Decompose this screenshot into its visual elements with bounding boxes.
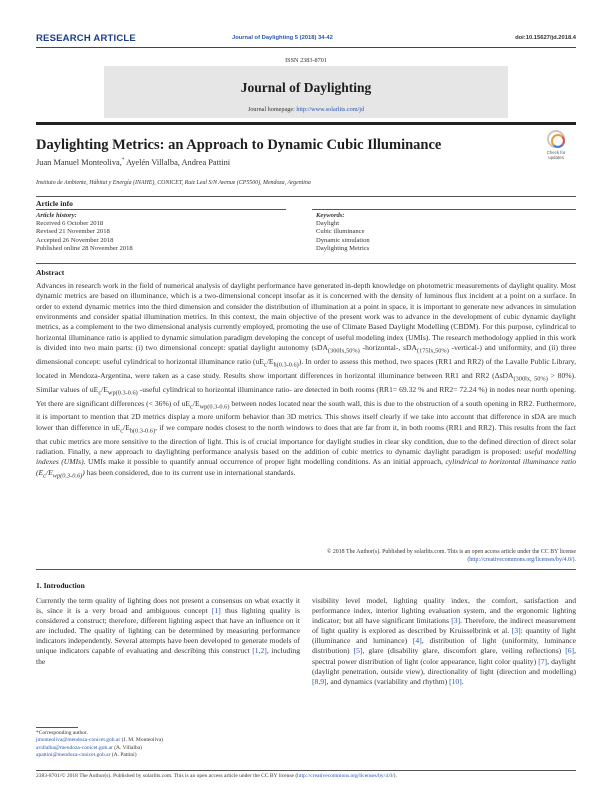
intro-right-column: visibility level model, lighting quality index, the comfort, satisfaction and performance index, interior lighting evaluation system, and the ergonomic lighting indicator; but all have significant limitations [3]. Therefore, the indirect measurement of light quality is explored as described by Kruisselbrink et al. [3]: quantity of light (illuminance and luminance) [4], distribution of light (uniformity, luminance distribution) [5], glare (disability glare, discomfort glare, veiling reflections) [6], spectral power distribution of light (color appearance, light color quality) [7], daylight (daylight penetration, outside view), directionality of light (direction and modelling) [8,9], and dynamics (variability and rhythm) [10].: [312, 596, 576, 686]
page-footer: 2383-8701/© 2018 The Author(s). Published by solarlits.com. This is an open access article under the CC BY license (http://creativecommons.org/licenses/by/4.0/).: [36, 773, 397, 779]
doi-link[interactable]: doi:10.15627/jd.2018.4: [515, 35, 576, 41]
email-link[interactable]: apattini@mendoza-conicet.gob.ar: [36, 752, 111, 759]
corresponding-author-note: *Corresponding author.: [36, 730, 88, 736]
journal-homepage: [0, 106, 612, 113]
citation-link[interactable]: [3]: [511, 626, 521, 636]
article-history: [36, 212, 133, 253]
homepage-link[interactable]: http://www.solarlits.com/jd: [296, 106, 365, 113]
email-link[interactable]: jmonteoliva@mendoza-conicet.gob.ar: [36, 737, 121, 744]
license-notice: © 2018 The Author(s). Published by solarlits.com. This is an open access article under the CC BY license (http://creativecommons.org/licenses/by/4.0/).: [326, 549, 576, 563]
keyword-item: Dynamic simulation: [316, 236, 370, 244]
article-info-heading: Article info: [36, 199, 73, 208]
history-revised: Revised 21 November 2018: [36, 228, 110, 236]
issn: ISSN 2383-8701: [285, 57, 327, 64]
citation-link[interactable]: [1,2]: [252, 646, 267, 656]
abstract-bottom-divider: [36, 569, 576, 570]
keyword-item: Cubic illuminance: [316, 228, 365, 236]
info-right-divider: [312, 209, 576, 210]
section-label: RESEARCH ARTICLE: [36, 33, 136, 44]
footer-license-link[interactable]: http://creativecommons.org/licenses/by/4.0/: [297, 773, 394, 779]
check-for-updates-badge[interactable]: [537, 128, 575, 168]
journal-name: Journal of Daylighting: [240, 80, 372, 95]
abstract-heading: Abstract: [36, 268, 65, 277]
history-received: Received 6 October 2018: [36, 220, 104, 228]
introduction-heading: 1. Introduction: [36, 581, 85, 590]
history-label: Article history:: [36, 212, 77, 219]
keyword-item: Daylighting Metrics: [316, 244, 370, 252]
footer-divider: [36, 770, 576, 771]
info-left-divider: [36, 209, 286, 210]
abstract-body: Advances in research work in the field of numerical analysis of daylight performance have generated in-depth knowledge on photometric measurements of daylight quality. Most dynamic metrics are based on illuminance, which is a two-dimensional concept insofar as it is concerned with the density of luminous flux incident at a point on a surface. In order to extend dynamic metrics into the third dimension and consider the distribution of illumination at a point in space, it is important to generate new advances in simulation environments and consider spatial illumination metrics. In this context, the main objective of the present work was to advance in the development of cubic dynamic daylight metrics, as a complement to the two dimensional analysis currently employed, promoting the use of Climate Based Daylight Modelling (CBDM). For this purpose, cylindrical to horizontal illuminance ratio is applied to dynamic simulation paradigm developing the concept of useful modeling index (UMIs). The research methodology applied in this work is divided into two main parts: (i) two dimensional concept: spatial daylight autonomy (sDA$_{(300lx,50\%)}$ -horizontal-, sDA$_{(175lx,50\%)}$ -vertical-) and uniformity, and (ii) three dimensional concept: useful cylindrical to horizontal illuminance ratio $(uE_c/E_{h(0.3-0.6)})$. In order to assess this method, two spaces (RR1 and RR2) of the Lavalle Public Library, located in Mendoza-Argentina, were taken as a case study. Results show important differences in horizontal illuminance between RR1 and RR2 (ΔsDA$_{(300lx, 50\%)}$ > 80%). Similar values of $uE_c/E_{wp(0.3-0.6)}$ -useful cylindrical to horizontal illuminance ratio- are detected in both rooms (RR1= 69.32 % and RR2= 72.24 %) in nodes near north opening. Yet there are significant differences (< 36%) of $uE_c/E_{wp(0.3-0.6)}$ between nodes located near the south wall, this is due to the obstruction of a south opening in RR2. Furthermore, it is important to mention that 2D metrics display a more uniform behavior than 3D metrics. This shows itself clearly if we take into account that difference in sDA are much lower than difference in $uE_c/E_{h(0.3-0.6)}$, if we compare nodes closest to the north windows to does that are far from it, in both rooms (RR1 and RR2). This results from the fact that cubic metrics are more sensitive to the direction of light. This is of crucial importance for daylight studies in clear sky condition, due to the defined direction of direct solar radiation. Finally, a new approach to daylighting performance analysis based on the addition of cubic metrics to dynamic daylight paradigm is proposed: useful modelling indexes (UMIs). UMIs make it possible to quantify annual occurrence of proper light modelling conditions. As an initial approach, cylindrical to horizontal illuminance ratio $(E_c/E_{wp(0.3-0.6)})$ has been considered, due to its current use in international standards.: [36, 281, 577, 480]
footnote-divider: [36, 727, 78, 728]
keywords: [316, 212, 370, 253]
citation-link[interactable]: [3]: [451, 616, 461, 626]
check-updates-icon: [547, 130, 565, 148]
info-bottom-divider: [36, 263, 576, 264]
homepage-label: Journal homepage:: [247, 106, 295, 113]
history-published: Published online 28 November 2018: [36, 244, 133, 252]
citation-link[interactable]: [8,9]: [312, 676, 327, 686]
author-list: Juan Manuel Monteoliva,* Ayelén Villalba, Andrea Pattini: [36, 158, 231, 167]
info-top-divider: [36, 196, 576, 197]
history-accepted: Accepted 26 November 2018: [36, 236, 114, 244]
intro-left-column: Currently the term quality of lighting does not present a consensus on what exactly it is, since it is a very broad and ambiguous concept [1] thus lighting quality is considered a construct; therefore, different lighting aspect that have an influence on it are included. The quality of lighting can be determined by measuring performance indicators independently. Several attempts have been developed to generate models of unique indicators capable of evaluating and describing this construct [1,2], including the: [36, 596, 300, 666]
keyword-item: Daylight: [316, 220, 340, 228]
article-title: Daylighting Metrics: an Approach to Dynamic Cubic Illuminance: [36, 137, 442, 153]
badge-text: Check for updates: [546, 150, 566, 160]
header-divider: [36, 47, 576, 48]
keywords-label: Keywords:: [316, 212, 345, 219]
citation-link[interactable]: [6]: [565, 646, 575, 656]
citation-link[interactable]: [1]: [211, 606, 221, 616]
citation-link[interactable]: [5]: [353, 646, 363, 656]
citation-link[interactable]: [10]: [449, 676, 462, 686]
license-link[interactable]: (http://creativecommons.org/licenses/by/4.0/).: [467, 557, 576, 563]
corresponding-marker: *: [121, 158, 125, 164]
citation-link[interactable]: [4]: [412, 636, 422, 646]
email-link[interactable]: avillalba@mendoza-conicet.gob.ar: [36, 744, 113, 751]
journal-reference-link[interactable]: Journal of Daylighting 5 (2018) 34-42: [232, 35, 333, 41]
citation-link[interactable]: [7]: [538, 656, 548, 666]
affiliation: Instituto de Ambiente, Hábitat y Energía (INAHE), CONICET, Ruiz Leal S/N Avenue (CP5500), Mendoza, Argentina: [36, 180, 311, 186]
footnotes: *Corresponding author. jmonteoliva@mendoza-conicet.gob.ar (J. M. Monteoliva) avillalba@mendoza-conicet.gob.ar (A. Villalba) apattini@mendoza-conicet.gob.ar (A. Pattini): [36, 730, 164, 759]
masthead-divider: [36, 122, 576, 125]
